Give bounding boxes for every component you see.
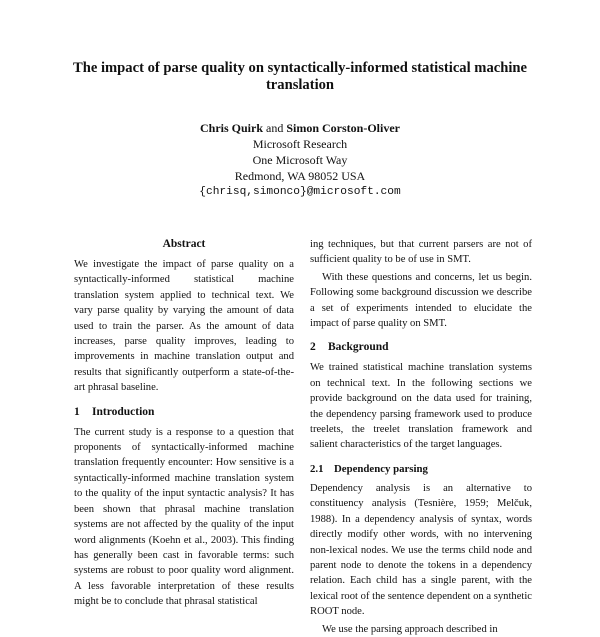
subsection-number: 2.1 <box>310 462 324 475</box>
author-address-line-2: Redmond, WA 98052 USA <box>234 169 366 183</box>
introduction-paragraph-1: The current study is a response to a question that proponents of syntactically-informed machine translation frequently encounter: How sensitive is a syntactically-informed machine translation system to the quality of the input syntactic analysis? It has been shown that phrasal machine translation systems are not affected by the quality of the input word alignments (Koehn et al., 2003). This finding has generally been cast in favorable terms: such systems are robust to poor quality word alignment. A less favorable interpretation of these results might be to conclude that phrasal statistical <box>74 426 294 608</box>
section-title: Introduction <box>92 405 155 418</box>
section-heading-introduction <box>74 405 294 420</box>
background-paragraph-1: We trained statistical machine translation systems on technical text. In the following sections we provide background on the data used for training, the dependency parsing framework used to produce treelets, the treelet translation framework and salient characteristics of the target languages. <box>310 362 532 451</box>
section-title: Background <box>328 341 389 354</box>
abstract-heading: Abstract <box>162 238 206 250</box>
subsection-heading-dependency-parsing <box>310 462 532 477</box>
author-address-line-1: One Microsoft Way <box>252 153 348 167</box>
introduction-paragraph-2: With these questions and concerns, let us begin. Following some background discussion we describe a set of experiments intended to elucidate the impact of parse quality on SMT. <box>310 271 532 330</box>
section-number: 1 <box>74 405 80 418</box>
author-affiliation: Microsoft Research <box>252 137 348 151</box>
right-column <box>310 237 532 637</box>
paper-title-line-1: The impact of parse quality on syntactically-informed statistical machine <box>73 60 527 76</box>
author-conjunction: and <box>266 121 284 135</box>
author-name-1: Chris Quirk <box>199 121 263 135</box>
left-column <box>74 237 294 610</box>
section-heading-background <box>310 340 532 355</box>
introduction-paragraph-continued: ing techniques, but that current parsers are not of sufficient quality to be of use in SMT. <box>310 239 532 266</box>
section-number: 2 <box>310 341 316 354</box>
author-email: {chrisq,simonco}@microsoft.com <box>199 186 401 198</box>
author-block <box>150 120 450 200</box>
subsection-title: Dependency parsing <box>334 462 428 475</box>
paper-title <box>60 60 540 94</box>
author-name-2: Simon Corston-Oliver <box>286 121 400 135</box>
abstract-text: We investigate the impact of parse quality on a syntactically-informed statistical machine translation system applied to technical text. We vary parse quality by varying the amount of data used to train the parser. As the amount of data increases, parse quality improves, leading to improvements in machine translation output and results that significantly outperform a state-of-the-art phrasal baseline. <box>74 259 294 394</box>
dependency-paragraph-1: Dependency analysis is an alternative to constituency analysis (Tesnière, 1959; Melčuk, 1988). In a dependency analysis of syntax, words directly modify other words, with no intervening non-lexical nodes. We use the terms child node and parent node to denote the tokens in a dependency relation. Each child has a single parent, with the lexical root of the sentence dependent on a synthetic ROOT node. <box>310 482 532 618</box>
paper-title-line-2: translation <box>265 77 335 93</box>
dependency-paragraph-2: We use the parsing approach described in <box>322 623 498 635</box>
author-names <box>150 120 450 136</box>
